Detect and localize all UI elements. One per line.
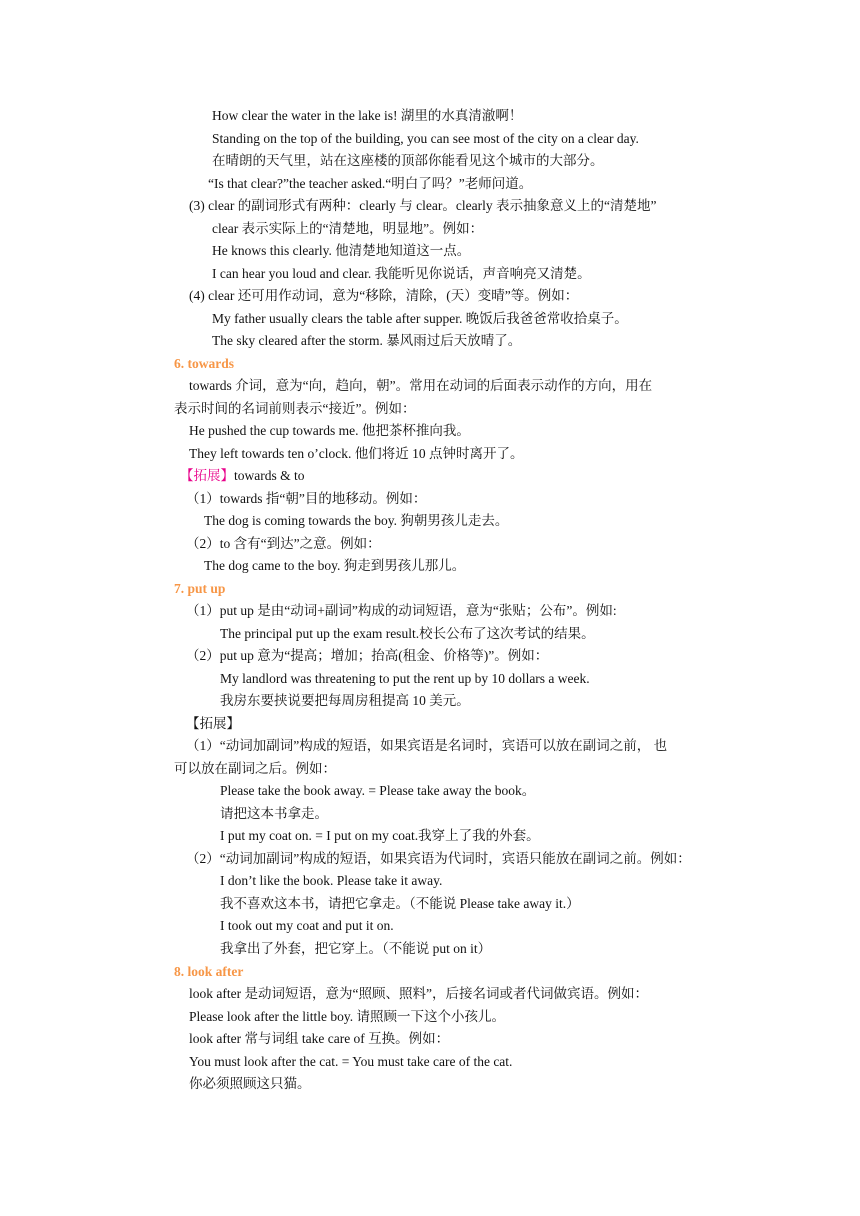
text-line: How clear the water in the lake is! 湖里的水真清澈啊！ [212,108,523,123]
text-line: Please take the book away. = Please take away the book。 [220,783,536,798]
text-line: clear 表示实际上的“清楚地，明显地”。例如： [212,221,484,236]
section-heading: 8. look after [174,964,244,979]
extension-label: 【拓展】 [180,468,234,483]
text-line: 请把这本书拿走。 [220,806,328,821]
text-line: I don’t like the book. Please take it away. [220,873,443,888]
text-line: towards 介词，意为“向，趋向，朝”。常用在动词的后面表示动作的方向，用在 [189,378,653,393]
text-line: 你必须照顾这只猫。 [189,1076,311,1091]
text-line: He knows this clearly. 他清楚地知道这一点。 [212,243,471,258]
text-line: look after 是动词短语，意为“照顾、照料”，后接名词或者代词做宾语。例如： [189,986,648,1001]
text-line: The principal put up the exam result.校长公布了这次考试的结果。 [220,626,595,641]
text-line: My father usually clears the table after supper. 晚饭后我爸爸常收拾桌子。 [212,311,628,326]
text-line: I can hear you loud and clear. 我能听见你说话，声音响亮又清楚。 [212,266,591,281]
text-line: （2）“动词加副词”构成的短语，如果宾语为代词时，宾语只能放在副词之前。例如： [186,851,691,866]
text-line: The dog is coming towards the boy. 狗朝男孩儿走去。 [204,513,509,528]
section-heading: 6. towards [174,356,234,371]
text-line: 可以放在副词之后。例如： [174,761,336,776]
text-line: 我房东要挟说要把每周房租提高 10 美元。 [220,693,470,708]
extension-line [180,467,305,485]
text-line: The dog came to the boy. 狗走到男孩儿那儿。 [204,558,466,573]
text-line: (4) clear 还可用作动词，意为“移除，清除，(天）变晴”等。例如： [189,288,579,303]
text-line: He pushed the cup towards me. 他把茶杯推向我。 [189,423,470,438]
section-heading: 7. put up [174,581,226,596]
text-line: （1）put up 是由“动词+副词”构成的动词短语，意为“张贴；公布”。例如: [186,603,617,618]
text-line: （2）put up 意为“提高；增加；抬高(租金、价格等)”。例如： [186,648,549,663]
text-line: My landlord was threatening to put the rent up by 10 dollars a week. [220,671,590,686]
text-line: They left towards ten o’clock. 他们将近 10 点钟时离开了。 [189,446,524,461]
text-line: （1）towards 指“朝”目的地移动。例如： [186,491,427,506]
text-line: 我拿出了外套，把它穿上。（不能说 put on it） [220,941,492,956]
text-line: You must look after the cat. = You must take care of the cat. [189,1054,513,1069]
text-line: Standing on the top of the building, you can see most of the city on a clear day. [212,131,639,146]
text-line: look after 常与词组 take care of 互换。例如： [189,1031,450,1046]
text-line: Please look after the little boy. 请照顾一下这个小孩儿。 [189,1009,505,1024]
text-line: （2）to 含有“到达”之意。例如： [186,536,381,551]
text-line: “Is that clear?”the teacher asked.“明白了吗？”老师问道。 [208,176,533,191]
text-line: （1）“动词加副词”构成的短语，如果宾语是名词时，宾语可以放在副词之前， 也 [186,738,668,753]
extension-label: 【拓展】 [186,716,240,731]
text-line: 我不喜欢这本书，请把它拿走。（不能说 Please take away it.） [220,896,580,911]
text-line: 在晴朗的天气里，站在这座楼的顶部你能看见这个城市的大部分。 [212,153,604,168]
text-line: I put my coat on. = I put on my coat.我穿上了我的外套。 [220,828,540,843]
text-line: The sky cleared after the storm. 暴风雨过后天放晴了。 [212,333,522,348]
text-line: I took out my coat and put it on. [220,918,394,933]
extension-topic: towards & to [234,468,305,483]
text-line: 表示时间的名词前则表示“接近”。例如： [174,401,416,416]
text-line: (3) clear 的副词形式有两种：clearly 与 clear。clearly 表示抽象意义上的“清楚地” [189,198,657,213]
